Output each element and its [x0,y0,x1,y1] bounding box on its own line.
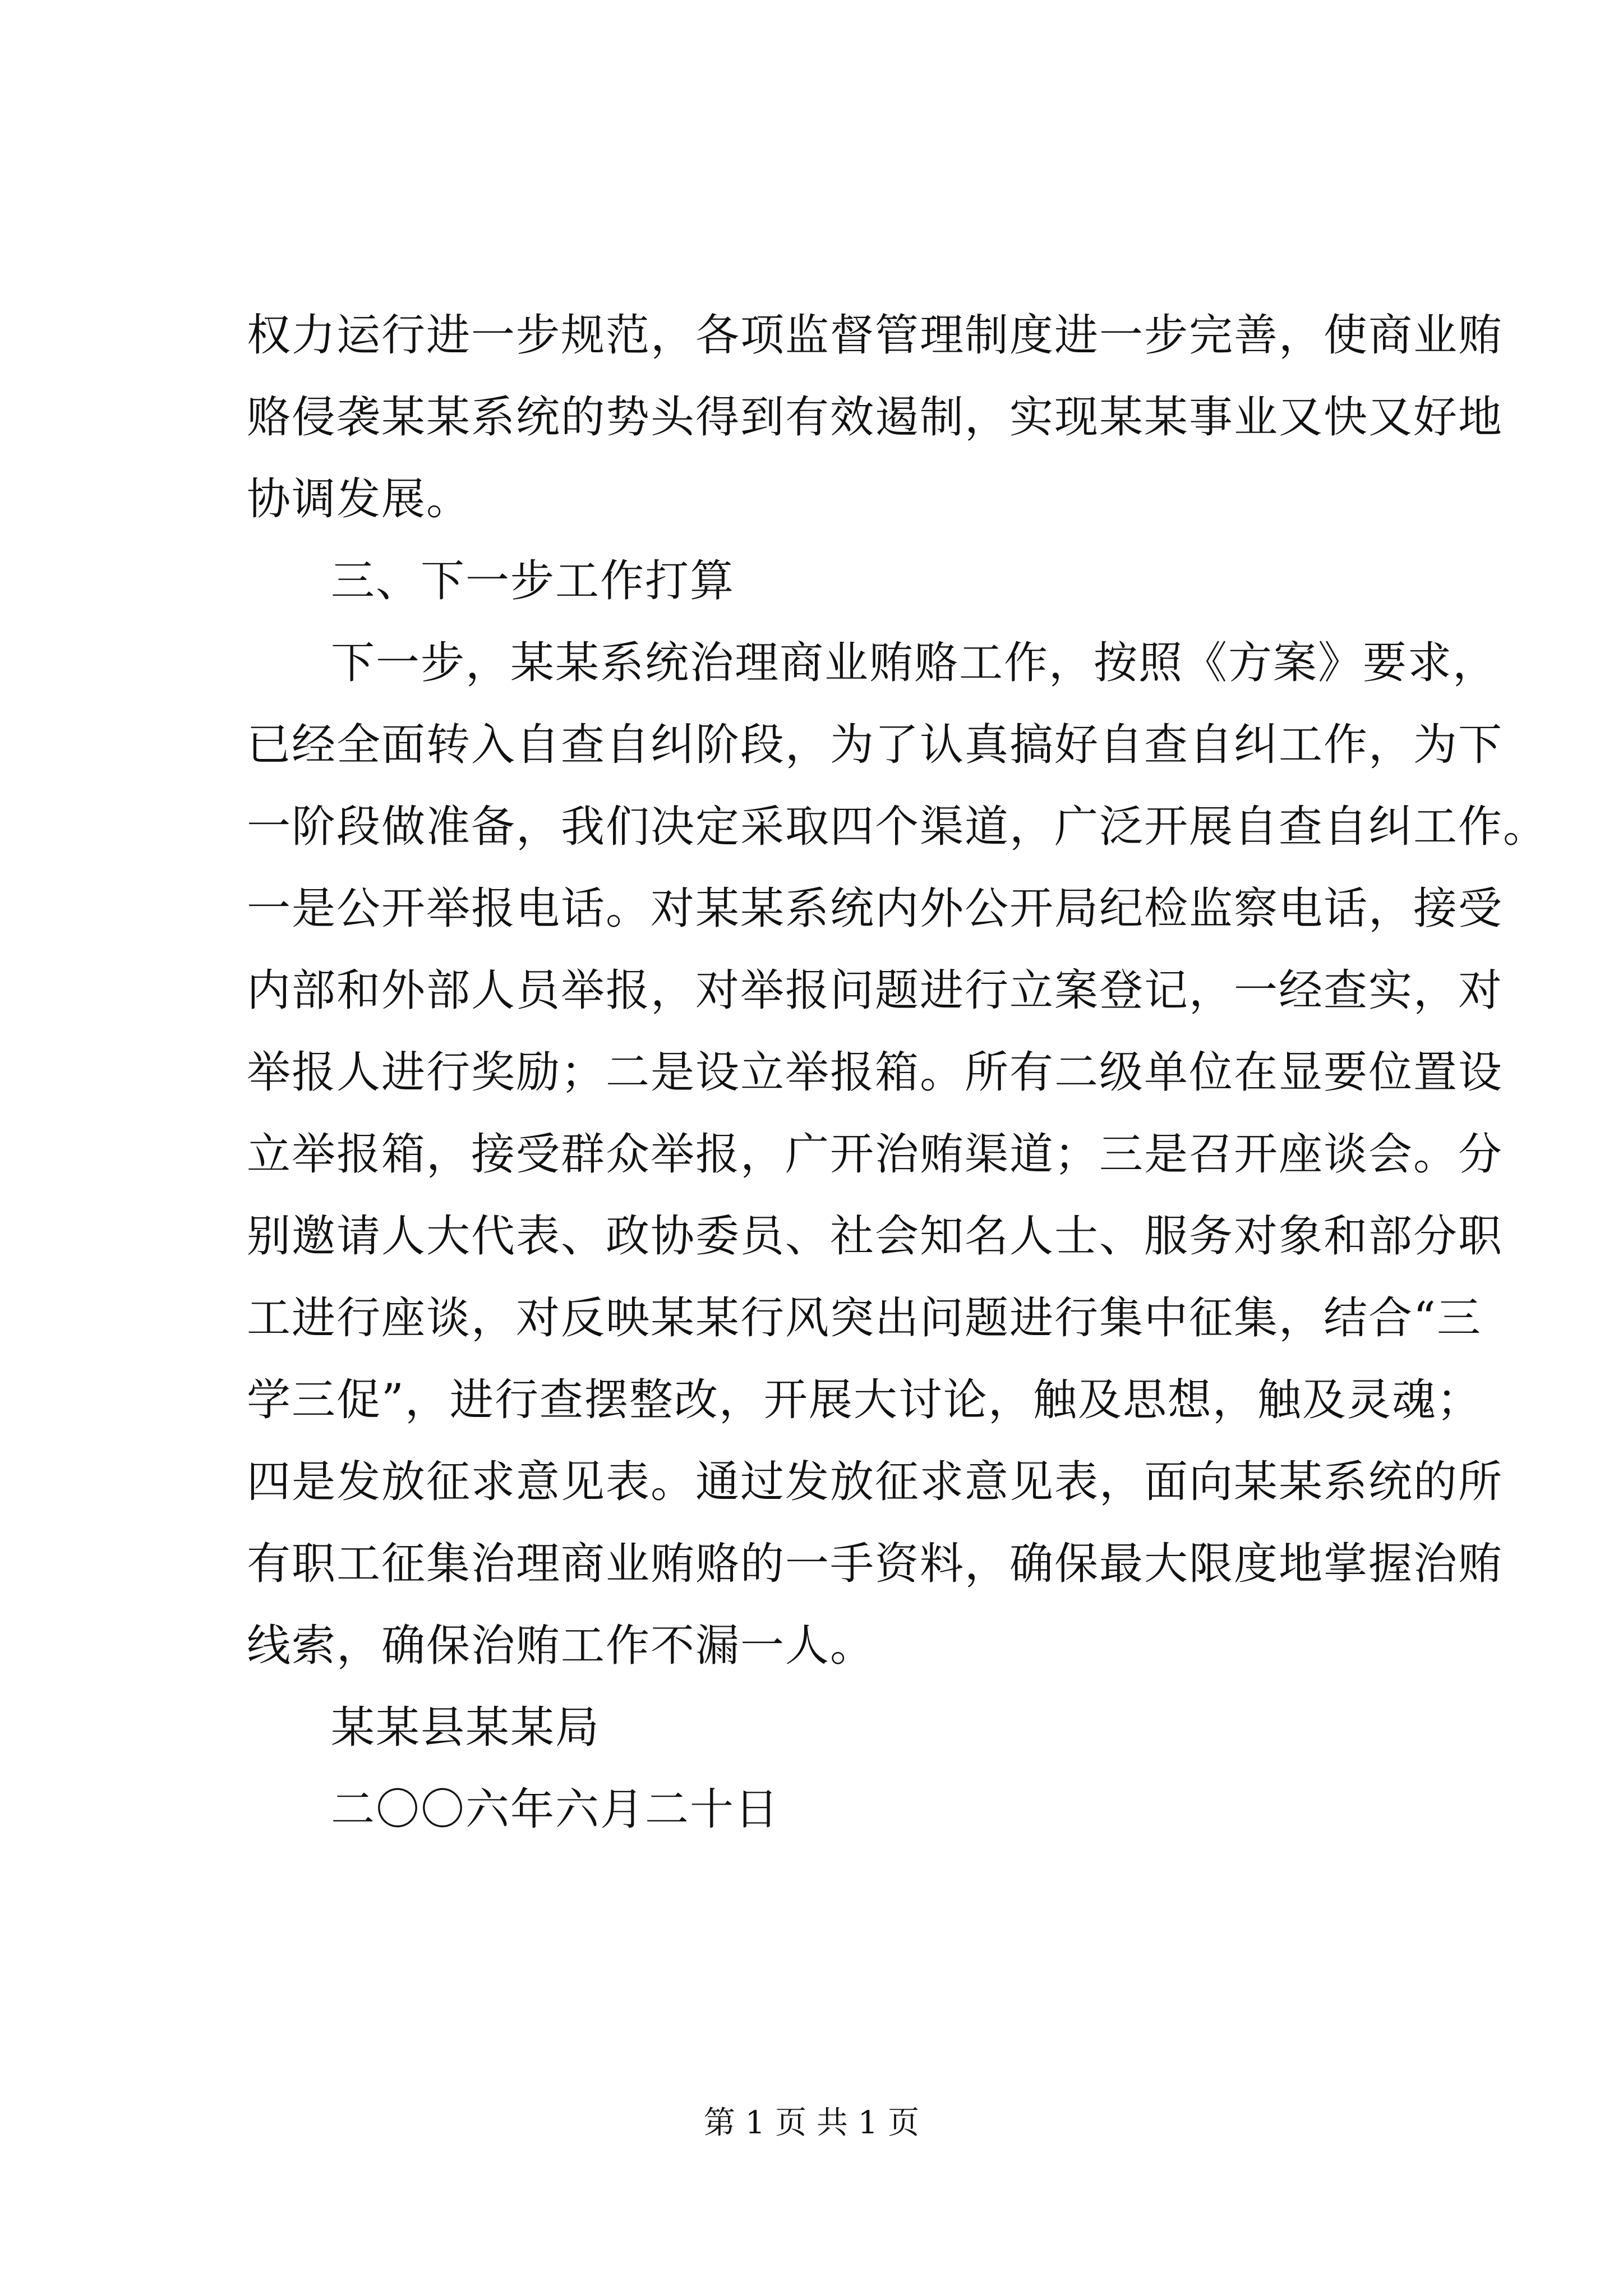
document-body [247,295,1548,1851]
signature-organization: 某某县某某局 [331,1703,601,1753]
body-line: 工进行座谈，对反映某某行风突出问题进行集中征集，结合“三 [247,1293,1482,1343]
signature-date: 二〇〇六年六月二十日 [331,1784,780,1835]
body-line: 内部和外部人员举报，对举报问题进行立案登记，一经查实，对 [247,965,1504,1016]
body-line: 四是发放征求意见表。通过发放征求意见表，面向某某系统的所 [247,1457,1504,1507]
section-heading: 三、下一步工作打算 [331,556,735,606]
body-line: 已经全面转入自查自纠阶段，为了认真搞好自查自纠工作，为下 [247,720,1504,770]
body-line: 学三促”，进行查摆整改，开展大讨论，触及思想，触及灵魂； [247,1375,1482,1425]
body-line: 赂侵袭某某系统的势头得到有效遏制，实现某某事业又快又好地 [247,392,1504,443]
body-line: 线索，确保治贿工作不漏一人。 [247,1621,875,1671]
body-line: 权力运行进一步规范，各项监督管理制度进一步完善，使商业贿 [247,310,1504,361]
body-line: 别邀请人大代表、政协委员、社会知名人士、服务对象和部分职 [247,1211,1504,1262]
body-line: 一是公开举报电话。对某某系统内外公开局纪检监察电话，接受 [247,884,1504,934]
body-line: 有职工征集治理商业贿赂的一手资料，确保最大限度地掌握治贿 [247,1539,1504,1589]
body-line: 协调发展。 [247,474,472,524]
body-line: 举报人进行奖励；二是设立举报箱。所有二级单位在显要位置设 [247,1047,1504,1098]
body-line: 一阶段做准备，我们决定采取四个渠道，广泛开展自查自纠工作。 [247,802,1548,852]
page-footer: 第 1 页 共 1 页 [703,2105,920,2141]
body-line: 下一步，某某系统治理商业贿赂工作，按照《方案》要求， [331,638,1498,688]
body-line: 立举报箱，接受群众举报，广开治贿渠道；三是召开座谈会。分 [247,1129,1504,1180]
